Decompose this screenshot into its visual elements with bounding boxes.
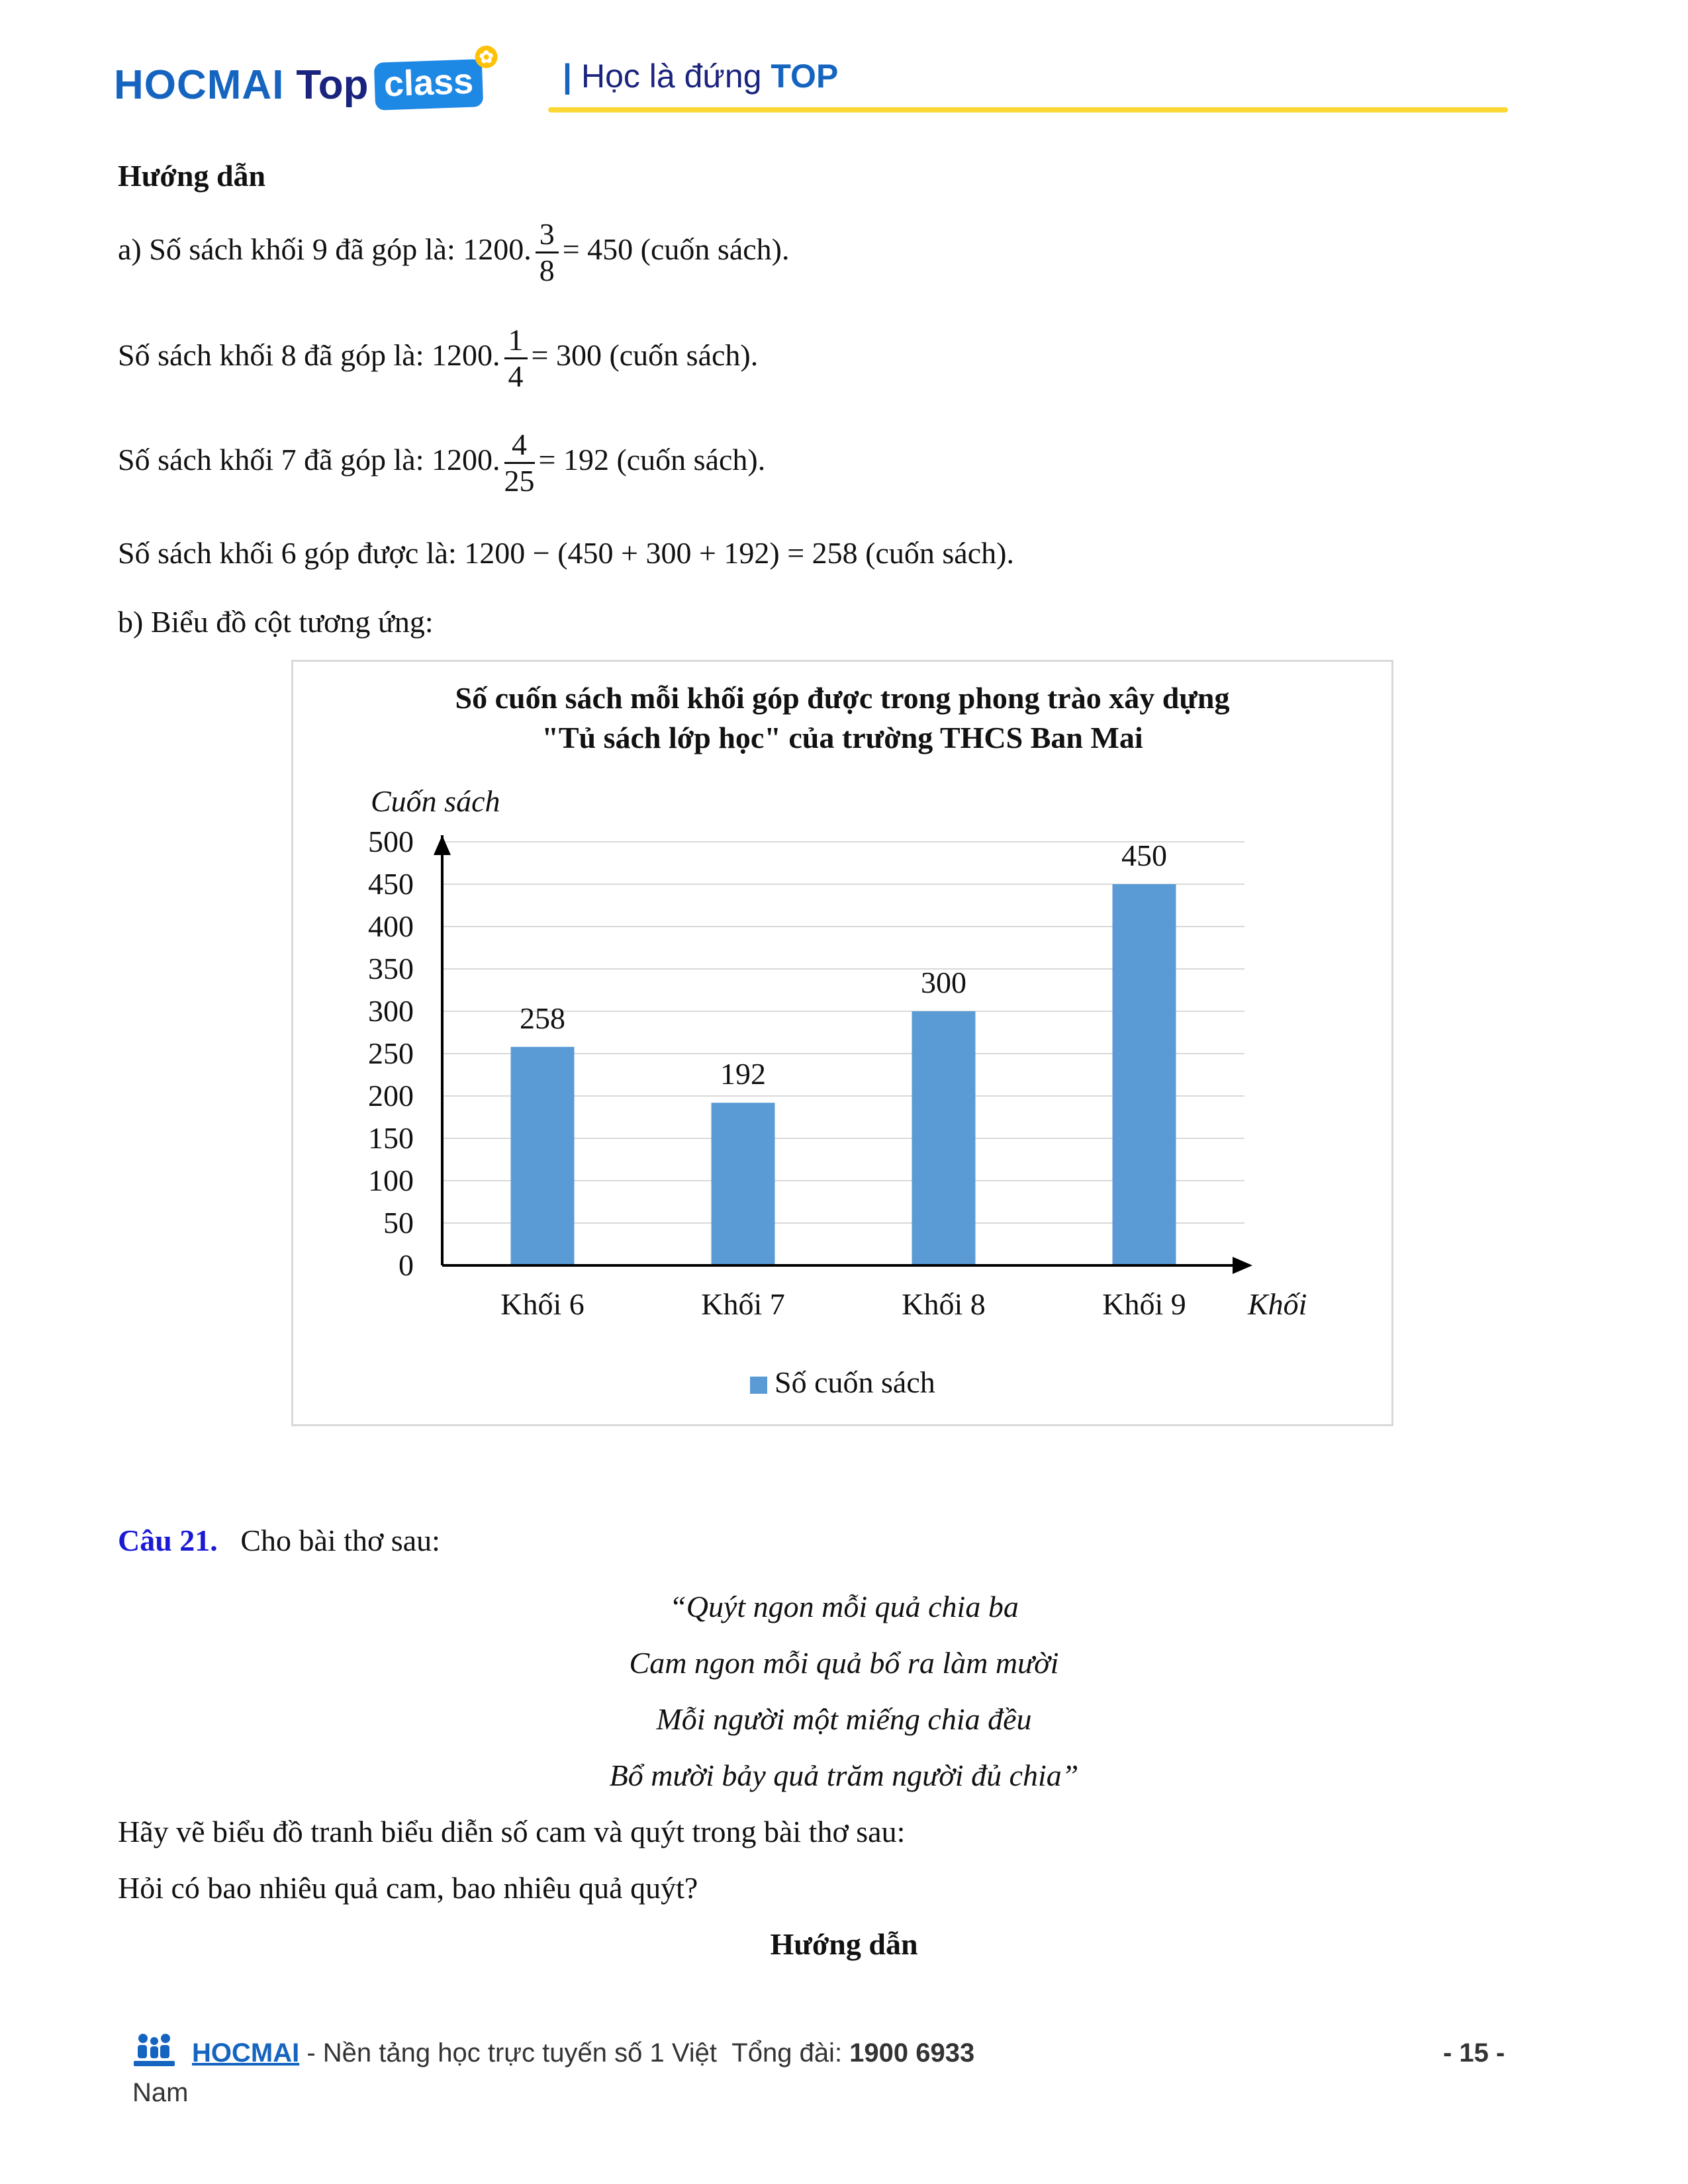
solution-heading: Hướng dẫn [118, 159, 266, 193]
legend-swatch [750, 1377, 767, 1394]
fraction: $\frac{4}{25}$ [504, 428, 535, 498]
tagline: | Học là đứng TOP [563, 58, 839, 95]
poem-line: Mỗi người một miếng chia đều [656, 1702, 1032, 1736]
poem-line: “Quýt ngon mỗi quả chia ba [669, 1590, 1019, 1623]
bar [912, 1011, 976, 1265]
question-task-1: Hãy vẽ biểu đồ tranh biểu diễn số cam và quýt trong bài thơ sau: [118, 1815, 906, 1848]
solution-line-a: a) Số sách khối 9 đã góp là: 1200. $\frac{3}{8}$ = 450 (cuốn sách). [118, 217, 790, 287]
footer-text: HOCMAI - Nền tảng học trực tuyến số 1 Việt Tổng đài: 1900 6933 [192, 2038, 975, 2068]
y-axis-title: Cuốn sách [371, 784, 500, 818]
answer-heading: Hướng dẫn [770, 1927, 918, 1961]
logo-class: class ✿ [374, 59, 484, 111]
chart-title: Số cuốn sách mỗi khối góp được trong phong trào xây dựng "Tủ sách lớp học" của trường THCS Ban Mai [455, 681, 1230, 754]
bar [1113, 884, 1176, 1265]
x-tick-label: Khối 8 [902, 1287, 986, 1321]
question-header: Câu 21. Cho bài thơ sau: [118, 1524, 440, 1557]
y-tick-label: 300 [368, 994, 414, 1028]
page-number: - 15 - [1443, 2038, 1505, 2068]
x-axis-title: Khối [1248, 1287, 1307, 1321]
x-tick-label: Khối 7 [701, 1287, 785, 1321]
solution-line-6: Số sách khối 6 góp được là: 1200 − (450 + 300 + 192) = 258 (cuốn sách). [118, 536, 1014, 570]
data-label: 192 [720, 1057, 766, 1091]
bar [511, 1047, 575, 1265]
logo-brand: HOCMAI [114, 62, 285, 108]
logo-top: Top [296, 62, 369, 108]
y-tick-label: 150 [368, 1121, 414, 1155]
fraction: $\frac{3}{8}$ [536, 217, 559, 288]
bar [712, 1103, 775, 1265]
data-label: 300 [921, 966, 966, 999]
y-tick-label: 450 [368, 867, 414, 901]
y-tick-label: 400 [368, 909, 414, 943]
poem-line: Bổ mười bảy quả trăm người đủ chia” [609, 1758, 1079, 1792]
y-axis-arrow [434, 835, 451, 855]
footer-brand-link[interactable]: HOCMAI [192, 2038, 300, 2068]
x-tick-label: Khối 9 [1102, 1287, 1186, 1321]
solution-line-b: b) Biểu đồ cột tương ứng: [118, 605, 434, 639]
y-tick-label: 350 [368, 952, 414, 985]
x-tick-label: Khối 6 [500, 1287, 585, 1321]
data-label: 450 [1121, 839, 1167, 872]
y-tick-label: 100 [368, 1163, 414, 1197]
y-tick-label: 200 [368, 1079, 414, 1113]
question-task-2: Hỏi có bao nhiêu quả cam, bao nhiêu quả quýt? [118, 1871, 698, 1905]
data-label: 258 [520, 1001, 565, 1035]
x-axis-arrow [1233, 1257, 1252, 1274]
y-tick-label: 0 [399, 1248, 414, 1282]
footer-wrap: Nam [132, 2078, 189, 2107]
y-tick-label: 500 [368, 825, 414, 858]
solution-line-8: Số sách khối 8 đã góp là: 1200. $\frac{1}{4}$ = 300 (cuốn sách). [118, 323, 759, 393]
y-tick-label: 50 [383, 1206, 414, 1240]
poem-line: Cam ngon mỗi quả bổ ra làm mười [629, 1646, 1059, 1680]
y-tick-label: 250 [368, 1036, 414, 1070]
fraction: $\frac{1}{4}$ [504, 323, 528, 394]
legend-label: Số cuốn sách [774, 1365, 935, 1399]
star-icon: ✿ [475, 45, 498, 68]
solution-line-7: Số sách khối 7 đã góp là: 1200. $\frac{4}{25}$ = 192 (cuốn sách). [118, 428, 766, 498]
